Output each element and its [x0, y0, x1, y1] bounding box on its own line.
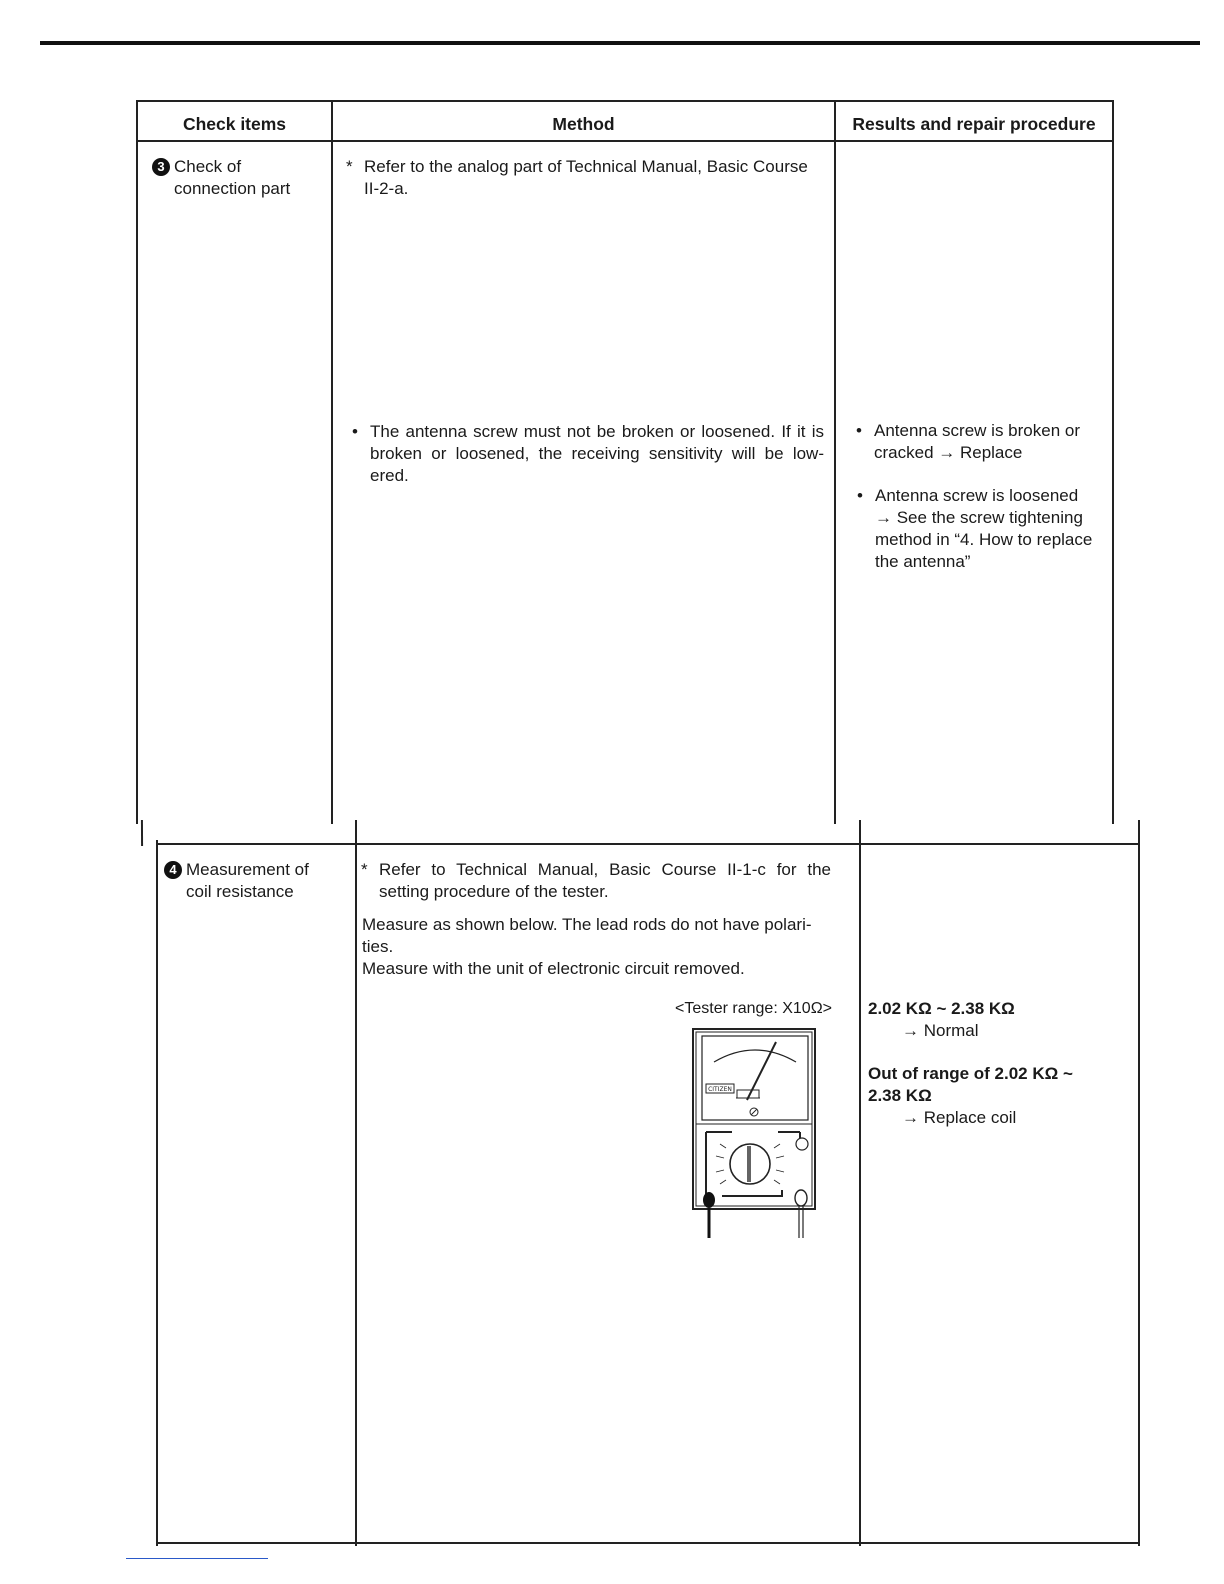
bullet-dot: •: [352, 422, 358, 441]
method-3-reference: [346, 156, 826, 200]
result-3-loosened-line4: the antenna”: [875, 552, 971, 571]
result-3-loosened-line1: Antenna screw is loosened: [875, 486, 1079, 505]
check-item-4-line1: Measurement of: [186, 860, 309, 879]
header-results: Results and repair procedure: [852, 114, 1096, 134]
method-4-measure-1: Measure as shown below. The lead rods do not have polari-ties.: [362, 915, 812, 956]
result-3-loosened-line2: → See the screw tightening: [875, 508, 1083, 527]
result-4-normal-range: 2.02 KΩ ~ 2.38 KΩ: [868, 999, 1015, 1018]
check-item-3-line2: connection part: [174, 179, 291, 198]
method-4-reference: [361, 859, 831, 903]
result-3-broken-line2: cracked → Replace: [874, 443, 1023, 462]
result-4-normal-action-text: → Normal: [902, 1021, 979, 1040]
tester-range-label: <Tester range: X10Ω>: [675, 1000, 832, 1017]
asterisk-mark: *: [346, 157, 353, 176]
result-4-out-line2: 2.38 KΩ: [868, 1086, 932, 1105]
method-4-ref-text: Refer to Technical Manual, Basic Course II-1-c for the setting procedure of the tester.: [379, 860, 831, 901]
result-3-broken: [856, 420, 1106, 464]
result-4-out-action-text: → Replace coil: [902, 1108, 1017, 1127]
method-3-bullet: [352, 421, 824, 487]
result-3-loosened-line3: method in “4. How to replace: [875, 530, 1093, 549]
result-4-out-of-range: [868, 1063, 1128, 1107]
tester-brand: CITIZEN: [708, 1086, 732, 1093]
check-item-4: [164, 859, 349, 903]
result-3-loosened: [857, 485, 1109, 573]
result-4-out-action: [868, 1107, 1128, 1129]
header-check-items: Check items: [182, 114, 287, 134]
header-method: Method: [552, 114, 615, 134]
footer-link-underline: [126, 1558, 268, 1559]
method-3-ref-line2: II-2-a.: [364, 179, 409, 198]
page-top-rule: [40, 41, 1200, 45]
bullet-dot: •: [856, 421, 862, 440]
check-item-3: [152, 156, 327, 200]
method-3-ref-line1: Refer to the analog part of Technical Manual, Basic Course: [364, 157, 808, 176]
method-3-bullet-text: The antenna screw must not be broken or loosened. If it is broken or loosened, the receiving sensitivity will be low-ered.: [370, 422, 824, 485]
result-3-broken-line1: Antenna screw is broken or: [874, 421, 1080, 440]
result-4-out-line1: Out of range of 2.02 KΩ ~: [868, 1064, 1073, 1083]
multimeter-icon: [692, 1028, 818, 1240]
number-3-icon: 3: [152, 158, 170, 176]
asterisk-mark: *: [361, 860, 368, 879]
method-4-measure-2: Measure with the unit of electronic circuit removed.: [362, 959, 745, 978]
result-4-normal-action: [868, 1020, 1128, 1042]
number-4-icon: 4: [164, 861, 182, 879]
bullet-dot: •: [857, 486, 863, 505]
check-item-4-line2: coil resistance: [186, 882, 294, 901]
check-item-3-line1: Check of: [174, 157, 242, 176]
tester-illustration: [692, 1028, 818, 1240]
